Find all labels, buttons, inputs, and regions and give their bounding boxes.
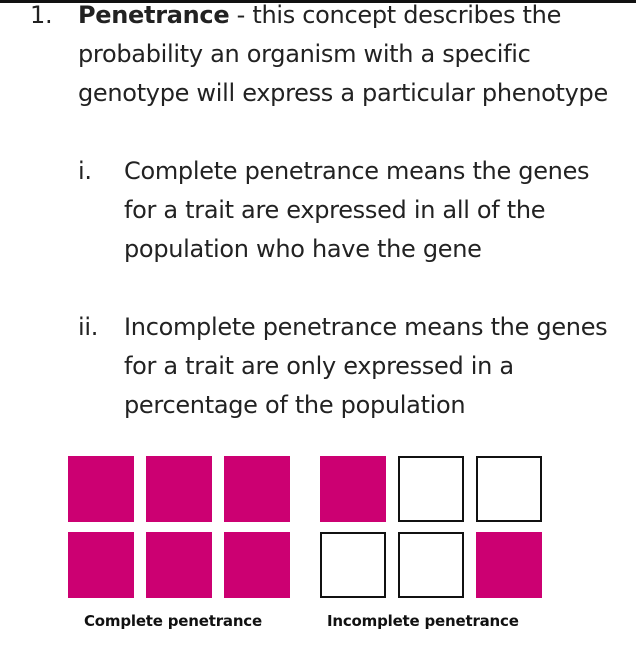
incomplete-square-expressed xyxy=(320,456,386,522)
sub-item-marker: i. xyxy=(78,157,92,185)
incomplete-square-expressed xyxy=(476,532,542,598)
complete-square-expressed xyxy=(68,532,134,598)
complete-penetrance-caption: Complete penetrance xyxy=(84,612,262,630)
incomplete-square-not-expressed xyxy=(398,456,464,522)
complete-square-expressed xyxy=(68,456,134,522)
incomplete-square-not-expressed xyxy=(476,456,542,522)
complete-square-expressed xyxy=(146,456,212,522)
incomplete-penetrance-caption: Incomplete penetrance xyxy=(327,612,519,630)
complete-square-expressed xyxy=(146,532,212,598)
list-number: 1. xyxy=(30,1,53,29)
complete-square-expressed xyxy=(224,532,290,598)
list-item-text xyxy=(78,0,618,113)
complete-square-expressed xyxy=(224,456,290,522)
penetrance-definition: - this concept describes the probability an organism with a specific genotype will express a particular phenotype xyxy=(78,1,608,107)
term-penetrance: Penetrance xyxy=(78,1,230,29)
incomplete-square-not-expressed xyxy=(398,532,464,598)
sub-item-text: Incomplete penetrance means the genes for a trait are only expressed in a percentage of the population xyxy=(124,313,608,419)
sub-item-text: Complete penetrance means the genes for a trait are expressed in all of the population who have the gene xyxy=(124,157,590,263)
incomplete-square-not-expressed xyxy=(320,532,386,598)
sub-item-marker: ii. xyxy=(78,313,99,341)
